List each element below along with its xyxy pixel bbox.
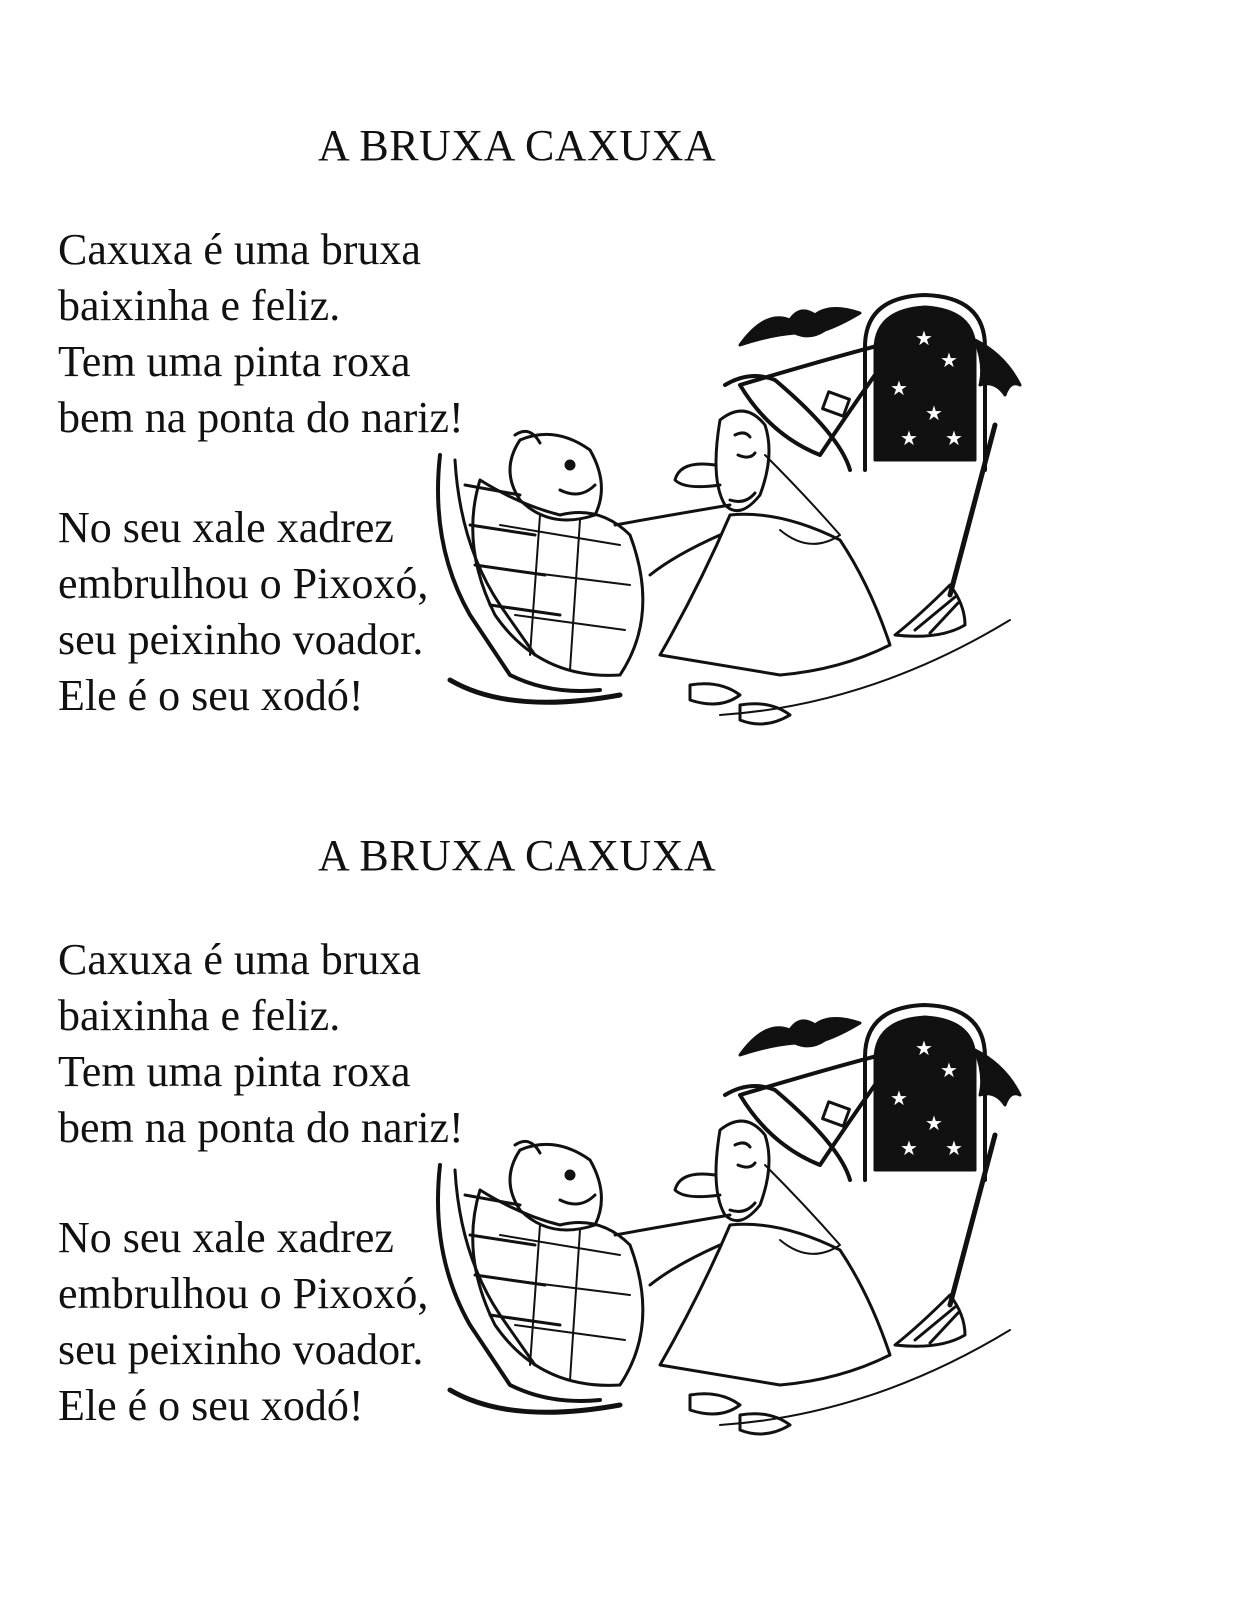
poem-title: A BRUXA CAXUXA bbox=[318, 121, 717, 170]
poem-line: seu peixinho voador. bbox=[58, 615, 424, 664]
witch-illustration bbox=[420, 285, 1040, 760]
svg-text:★: ★ bbox=[925, 403, 943, 425]
svg-text:★: ★ bbox=[900, 1138, 918, 1160]
poem-title: A BRUXA CAXUXA bbox=[318, 831, 717, 880]
rocking-chair-icon bbox=[438, 1165, 620, 1412]
poem-block-1 bbox=[0, 110, 1244, 810]
poem-line: No seu xale xadrez bbox=[58, 1213, 394, 1262]
stanza-1 bbox=[58, 222, 464, 446]
stanza-2 bbox=[58, 500, 428, 724]
poem-line: Tem uma pinta roxa bbox=[58, 1047, 411, 1096]
starry-window-icon bbox=[865, 1005, 985, 1180]
svg-text:★: ★ bbox=[945, 1138, 963, 1160]
svg-text:★: ★ bbox=[940, 350, 958, 372]
poem-line: bem na ponta do nariz! bbox=[58, 393, 464, 442]
poem-line: embrulhou o Pixoxó, bbox=[58, 1269, 429, 1318]
bat-icon bbox=[740, 308, 860, 345]
rocking-chair-icon bbox=[438, 455, 620, 702]
poem-line: embrulhou o Pixoxó, bbox=[58, 559, 429, 608]
svg-text:★: ★ bbox=[915, 328, 933, 350]
fish-icon bbox=[510, 431, 601, 520]
svg-text:★: ★ bbox=[900, 428, 918, 450]
poem-line: baixinha e feliz. bbox=[58, 281, 341, 330]
poem-line: seu peixinho voador. bbox=[58, 1325, 424, 1374]
starry-window-icon bbox=[865, 295, 985, 470]
poem-line: Tem uma pinta roxa bbox=[58, 337, 411, 386]
svg-text:★: ★ bbox=[890, 1088, 908, 1110]
fish-icon bbox=[510, 1141, 601, 1230]
poem-line: Caxuxa é uma bruxa bbox=[58, 935, 421, 984]
poem-block-2 bbox=[0, 820, 1244, 1520]
stanza-1 bbox=[58, 932, 464, 1156]
stanza-2 bbox=[58, 1210, 428, 1434]
svg-text:★: ★ bbox=[940, 1060, 958, 1082]
poem-line: Ele é o seu xodó! bbox=[58, 1381, 364, 1430]
witch-illustration bbox=[420, 995, 1040, 1470]
poem-line: baixinha e feliz. bbox=[58, 991, 341, 1040]
poem-line: Ele é o seu xodó! bbox=[58, 671, 364, 720]
svg-text:★: ★ bbox=[890, 378, 908, 400]
svg-text:★: ★ bbox=[925, 1113, 943, 1135]
svg-text:★: ★ bbox=[915, 1038, 933, 1060]
poem-line: No seu xale xadrez bbox=[58, 503, 394, 552]
bat-icon bbox=[740, 1018, 860, 1055]
poem-line: Caxuxa é uma bruxa bbox=[58, 225, 421, 274]
svg-text:★: ★ bbox=[945, 428, 963, 450]
poem-line: bem na ponta do nariz! bbox=[58, 1103, 464, 1152]
